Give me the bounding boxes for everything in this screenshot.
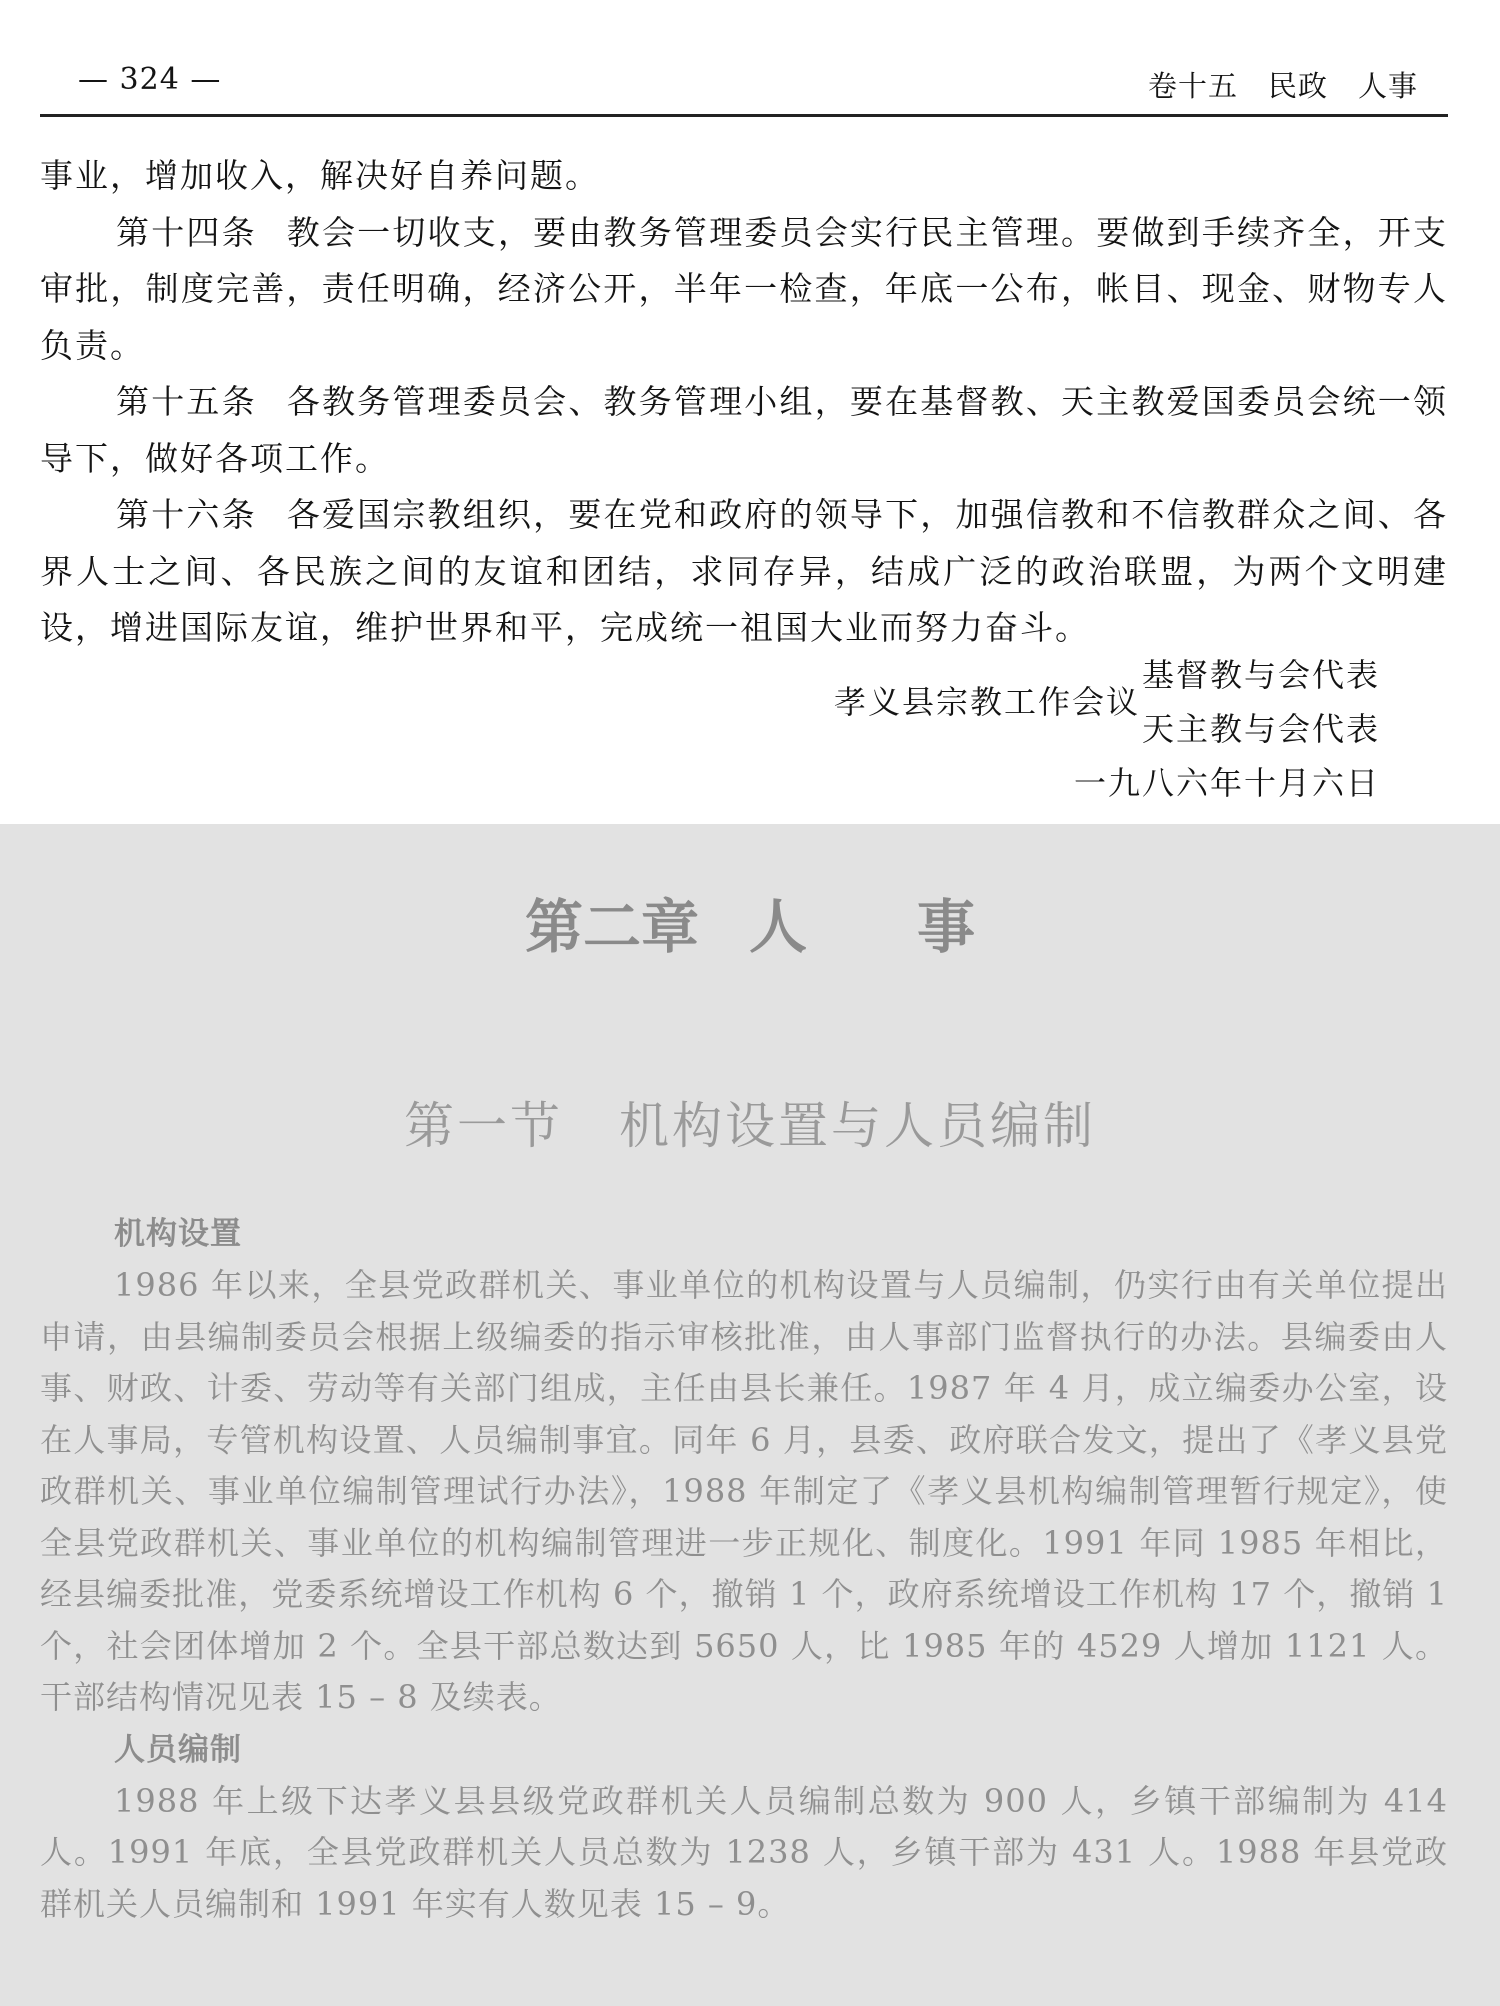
subsection-heading-institutions: 机构设置 — [114, 1216, 242, 1252]
representative-christian: 基督教与会代表 — [1141, 656, 1380, 694]
chapter-number: 第二章 — [524, 893, 699, 961]
chapter-title — [0, 880, 1500, 964]
running-head: 卷十五 民政 人事 — [1147, 69, 1418, 103]
article-text: 教会一切收支，要由教务管理委员会实行民主管理。要做到手续齐全，开支审批，制度完善，责任明确，经济公开，半年一检查，年底一公布，帐目、现金、财物专人负责。 — [40, 212, 1449, 365]
signature-organization: 孝义县宗教工作会议 — [833, 683, 1140, 721]
page-header — [40, 58, 1448, 117]
representative-catholic: 天主教与会代表 — [1141, 710, 1380, 748]
article-text: 各爱国宗教组织，要在党和政府的领导下，加强信教和不信教群众之间、各界人士之间、各民族之间的友谊和团结，求同存异，结成广泛的政治联盟，为两个文明建设，增进国际友谊，维护世界和平，完成统一祖国大业而努力奋斗。 — [40, 495, 1449, 647]
article-16 — [40, 487, 1448, 657]
section-title — [0, 1086, 1500, 1158]
signature-date: 一九八六年十月六日 — [1073, 764, 1380, 802]
chapter-title-char-2: 事 — [917, 893, 976, 961]
article-number: 第十五条 — [116, 382, 257, 421]
regulation-text — [40, 148, 1448, 657]
subsection-paragraph-institutions: 1986 年以来，全县党政群机关、事业单位的机构设置与人员编制，仍实行由有关单位提出申请，由县编制委员会根据上级编委的指示审核批准，由人事部门监督执行的办法。县编委由人事、财政、计委、劳动等有关部门组成，主任由县长兼任。1987 年 4 月，成立编委办公室，设在人事局，专管机构设置、人员编制事宜。同年 6 月，县委、政府联合发文，提出了《孝义县党政群机关、事业单位编制管理试行办法》，1988 年制定了《孝义县机构编制管理暂行规定》，使全县党政群机关、事业单位的机构编制管理进一步正规化、制度化。1991 年同 1985 年相比，经县编委批准，党委系统增设工作机构 6 个，撤销 1 个，政府系统增设工作机构 17 个，撤销 1 个，社会团体增加 2 个。全县干部总数达到 5650 人，比 1985 年的 4529 人增加 1121 人。干部结构情况见表 15 – 8 及续表。 — [40, 1266, 1448, 1716]
article-14 — [40, 205, 1448, 375]
article-15 — [40, 374, 1448, 487]
subsection-paragraph-staffing: 1988 年上级下达孝义县县级党政群机关人员编制总数为 900 人，乡镇干部编制为 414 人。1991 年底，全县党政群机关人员总数为 1238 人，乡镇干部为 431 人。1988 年县党政群机关人员编制和 1991 年实有人数见表 15 – 9。 — [40, 1781, 1448, 1923]
section-number: 第一节 — [404, 1097, 563, 1155]
subsection-heading-staffing: 人员编制 — [114, 1731, 242, 1768]
article-number: 第十四条 — [116, 212, 257, 252]
section-body — [40, 1208, 1448, 1930]
signature-representatives — [1142, 648, 1380, 756]
page-number: — 324 — — [78, 62, 222, 97]
section-name: 机构设置与人员编制 — [619, 1097, 1096, 1155]
article-number: 第十六条 — [116, 495, 257, 534]
signature-block — [834, 648, 1380, 810]
signature-row — [834, 648, 1380, 756]
continuation-paragraph: 事业，增加收入，解决好自养问题。 — [40, 156, 600, 195]
chapter-title-char-1: 人 — [748, 893, 807, 961]
chapter-section — [0, 824, 1500, 2006]
article-text: 各教务管理委员会、教务管理小组，要在基督教、天主教爱国委员会统一领导下，做好各项工作。 — [40, 382, 1449, 478]
